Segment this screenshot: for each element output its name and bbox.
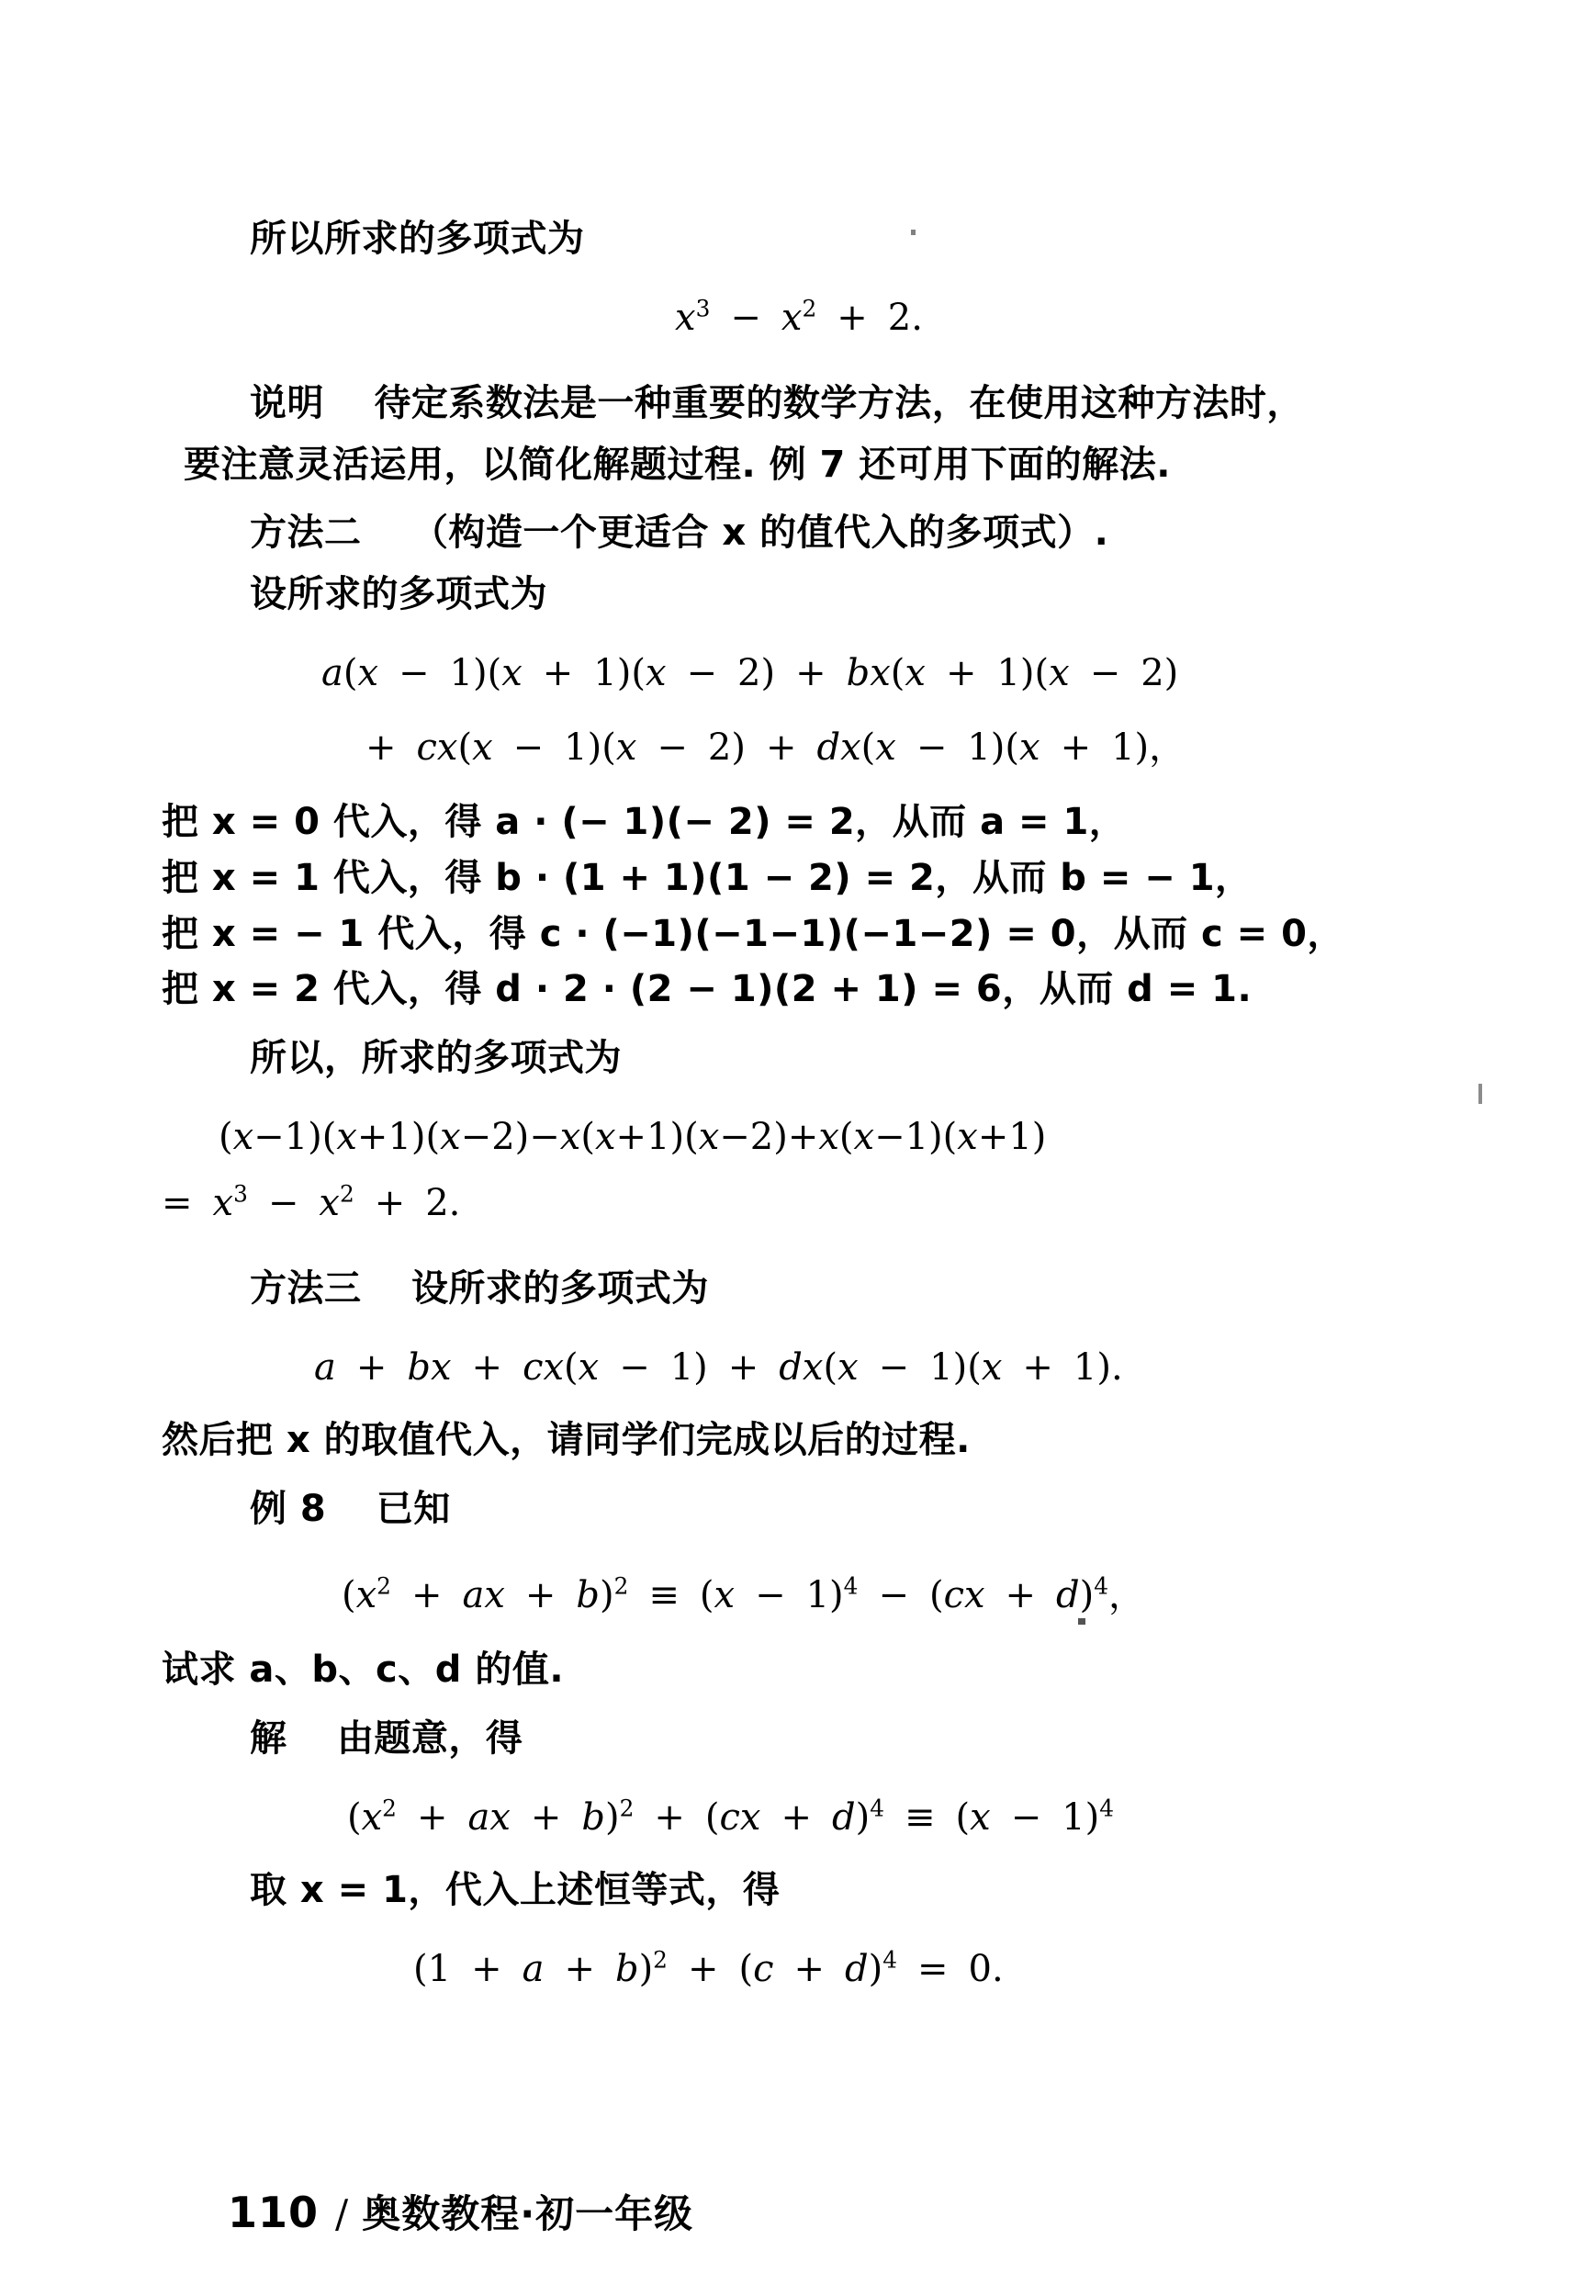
substitution-line-1 — [162, 794, 1414, 850]
example-ask — [162, 1642, 1414, 1698]
substitution-text-2: 把 x = 1 代入，得 b · (1 + 1)(1 − 2) = 2，从而 b = − 1， — [162, 856, 1253, 899]
note-paragraph-line-2 — [184, 437, 1414, 493]
method-three-setup: 设所求的多项式为 — [410, 1266, 709, 1310]
footer-separator: / — [335, 2191, 350, 2236]
formula-5: a + bx + cx(x − 1) + dx(x − 1)(x + 1). — [314, 1345, 1123, 1389]
example-ask-text: 试求 a、b、c、d 的值. — [162, 1649, 565, 1692]
page-number: 110 — [228, 2188, 320, 2237]
formula-6: ($x^2$ + ax + $b)^2 \equiv (x - 1)^4 - (cx + d)^4$， — [342, 1573, 1146, 1617]
method-two-title: （构造一个更适合 x 的值代入的多项式）. — [410, 512, 1109, 555]
formula-2-line-1: a(x − 1)(x + 1)(x − 2) + bx(x + 1)(x − 2) — [321, 651, 1179, 694]
conclusion-text-1: 所以所求的多项式为 — [250, 218, 585, 260]
page-footer — [228, 2184, 693, 2239]
example-given: 已知 — [376, 1487, 451, 1530]
formula-2-line-2: + cx(x − 1)(x − 2) + dx(x − 1)(x + 1)， — [365, 726, 1186, 769]
page-content — [162, 211, 1414, 1990]
substitution-text-4: 把 x = 2 代入，得 d · 2 · (2 − 1)(2 + 1) = 6，从而 d = 1. — [162, 968, 1253, 1011]
example-heading — [184, 1481, 1414, 1537]
formula-3: (x−1)(x+1)(x−2)−x(x+1)(x−2)+x(x−1)(x+1) — [219, 1115, 1047, 1158]
scan-speck — [1478, 1084, 1482, 1104]
formula-1: $x^3 - x^2 + 2$. — [675, 295, 923, 339]
substitution-text-1: 把 x = 0 代入，得 a · (− 1)(− 2) = 2，从而 a = 1， — [162, 800, 1127, 843]
method-two-setup-text: 设所求的多项式为 — [250, 573, 547, 616]
formula-4: = $x^3 - x^2 + 2$. — [162, 1180, 461, 1224]
solution-heading — [184, 1711, 1414, 1767]
method-three-label: 方法三 — [250, 1266, 362, 1310]
conclusion-line-1 — [184, 211, 1414, 267]
method-two-setup — [184, 567, 1414, 623]
method-two-heading — [184, 505, 1414, 561]
note-label: 说明 — [250, 381, 324, 424]
solution-label: 解 — [250, 1717, 287, 1761]
note-text-1: 待定系数法是一种重要的数学方法，在使用这种方法时， — [374, 381, 1304, 424]
substitution-line-4 — [162, 962, 1414, 1018]
substitution-line-2 — [162, 850, 1414, 906]
note-paragraph-line-1 — [184, 376, 1414, 432]
solution-intro: 由题意，得 — [336, 1717, 523, 1761]
substitution-text-3: 把 x = − 1 代入，得 c · (−1)(−1−1)(−1−2) = 0，从而 c = 0， — [162, 912, 1344, 955]
method-two-label: 方法二 — [250, 512, 362, 555]
example-label: 例 8 — [250, 1487, 327, 1530]
method-three-tail-text: 然后把 x 的取值代入，请同学们完成以后的过程. — [162, 1418, 971, 1461]
method-three-heading — [184, 1261, 1414, 1317]
formula-8: $(1 + a + b)^2 + (c + d)^4 = 0$. — [413, 1946, 1004, 1990]
conclusion-text-2: 所以，所求的多项式为 — [250, 1037, 622, 1080]
substitution-line-3 — [162, 906, 1414, 962]
note-text-2: 要注意灵活运用，以简化解题过程. 例 7 还可用下面的解法. — [184, 443, 1171, 486]
solution-step-text: 取 x = 1，代入上述恒等式，得 — [250, 1868, 781, 1911]
conclusion-line-2 — [184, 1030, 1414, 1086]
method-three-tail — [162, 1412, 1414, 1469]
solution-step — [184, 1863, 1414, 1919]
formula-7: ($x^2$ + ax + $b)^2 + (cx + d)^4 \equiv (x - 1)^4$ — [347, 1795, 1115, 1839]
footer-title: 奥数教程·初一年级 — [362, 2191, 694, 2236]
